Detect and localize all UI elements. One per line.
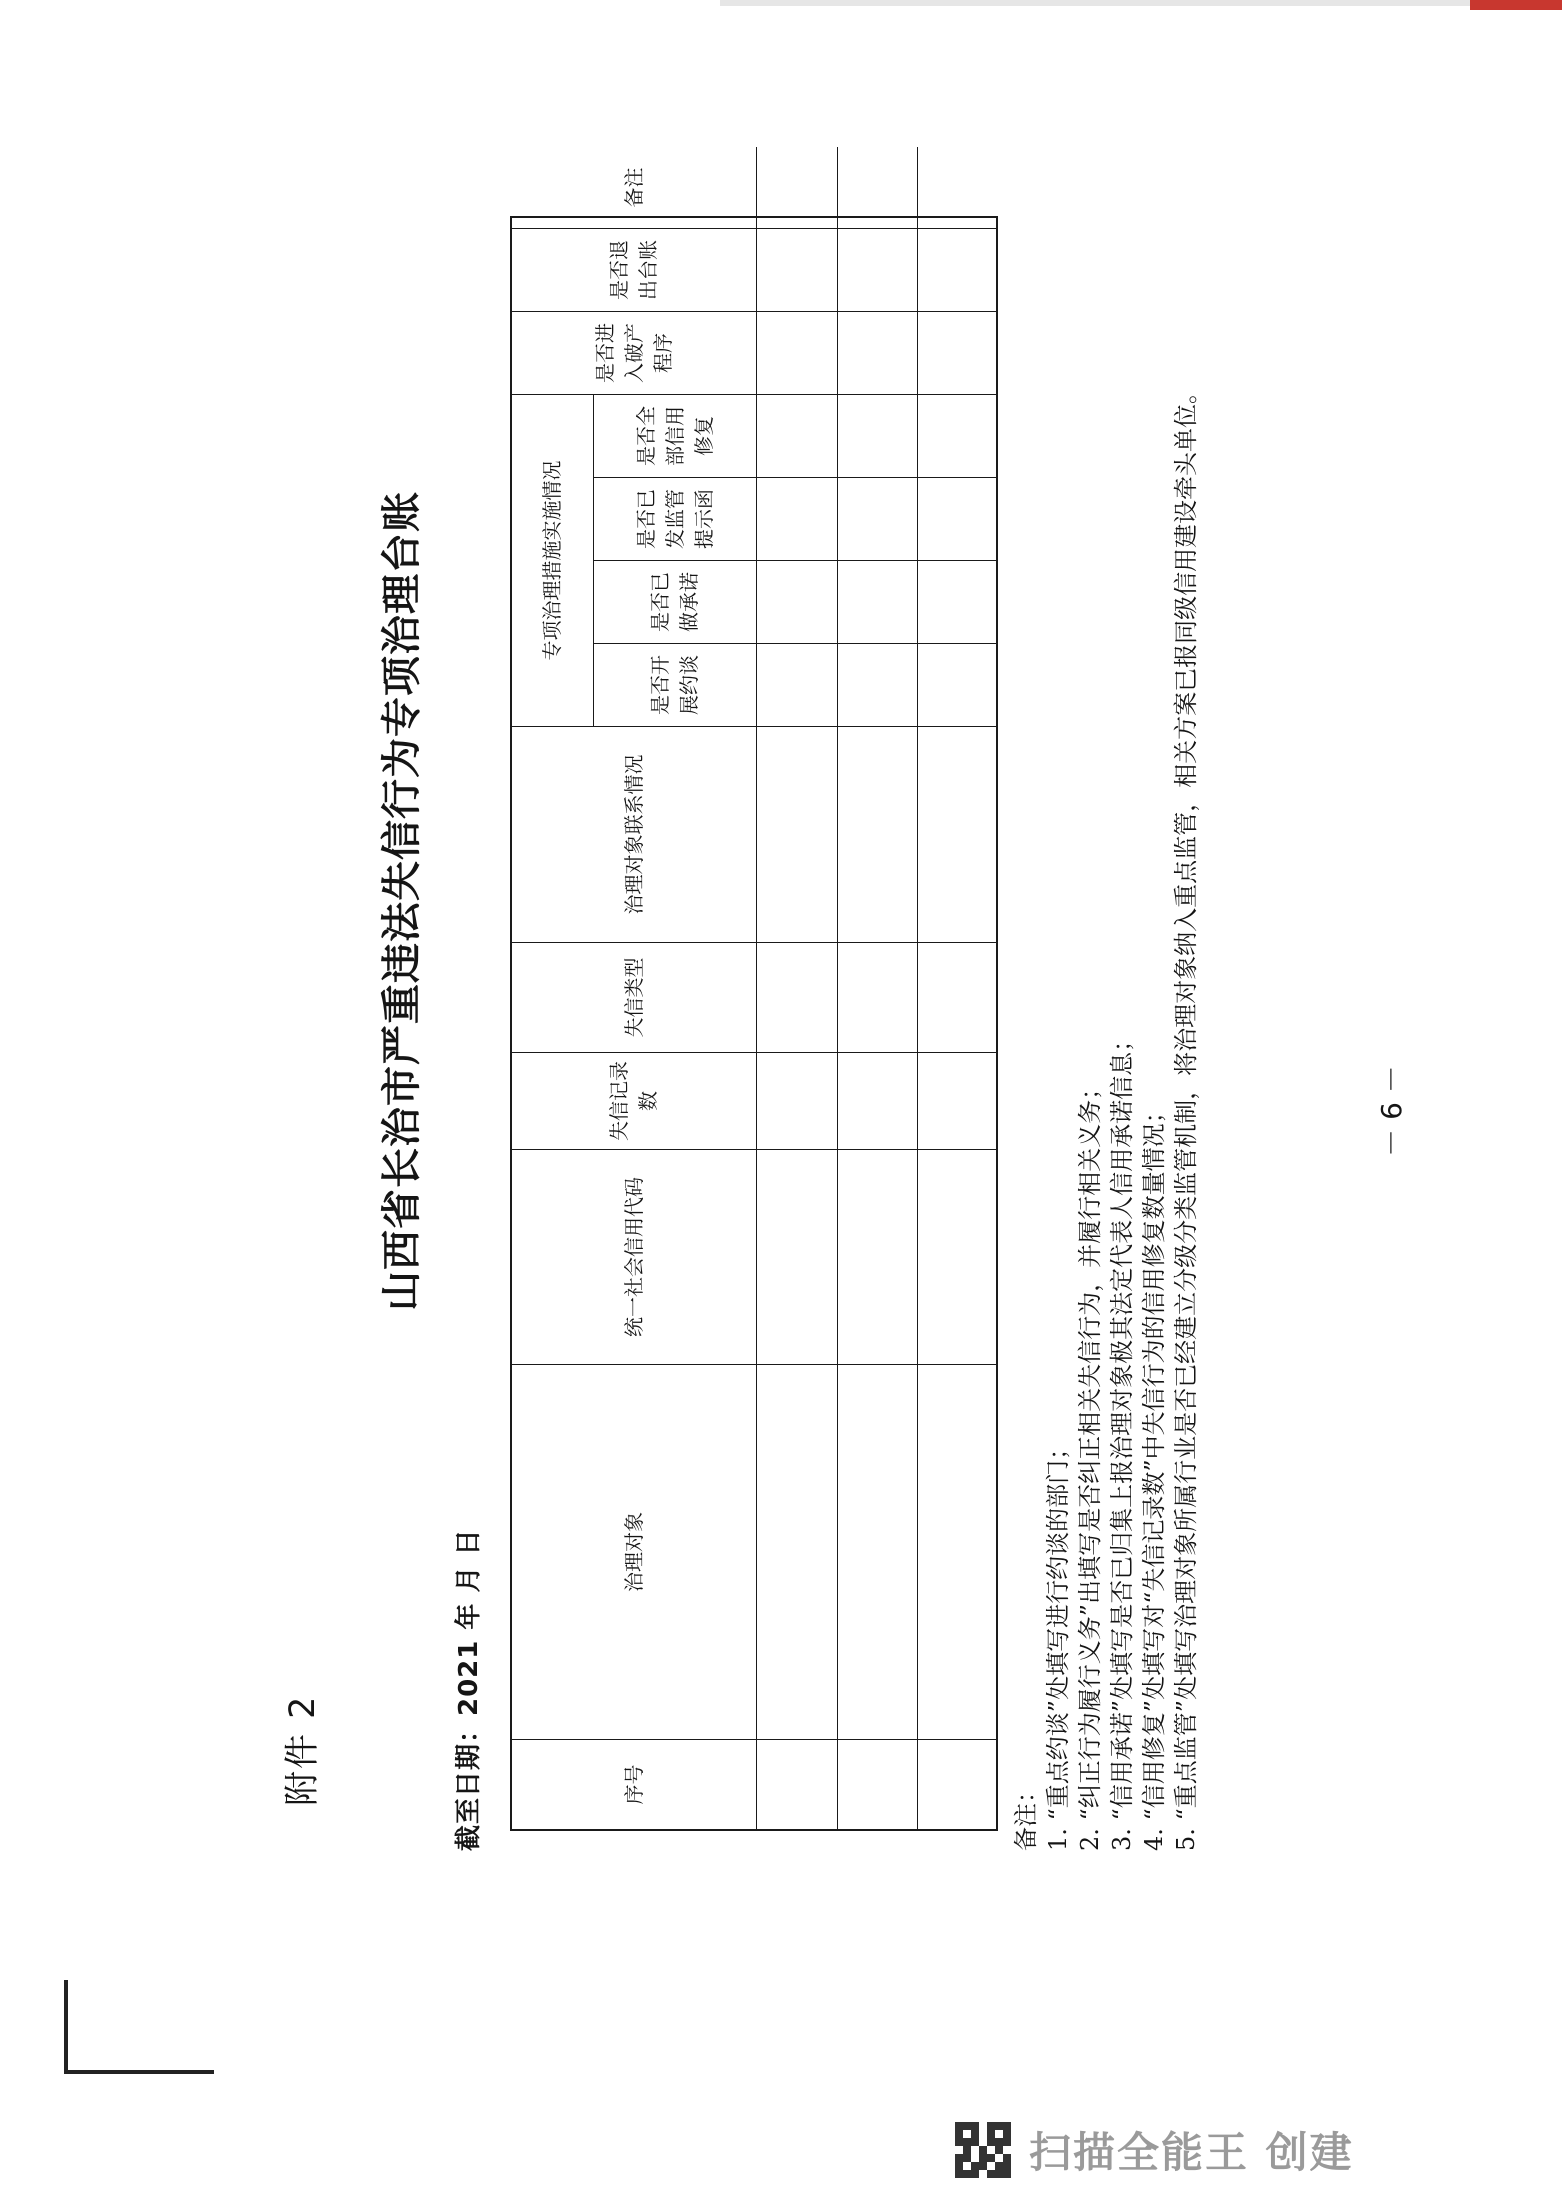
row-3-type[interactable] [918,942,996,1052]
row-2-type[interactable] [838,942,918,1052]
header-commitment: 是否已做承诺 [594,560,757,643]
header-remarks: 备注 [512,147,757,228]
row-3-record-count[interactable] [918,1052,996,1149]
document-title: 山西省长治市严重违法失信行为专项治理台账 [379,491,425,1311]
row-2-bankruptcy[interactable] [838,311,918,394]
row-2-target[interactable] [838,1364,918,1739]
scanner-brand-text: 扫描全能王 创建 [1029,2128,1354,2177]
row-2-interview[interactable] [838,643,918,726]
row-3-remarks[interactable] [918,147,996,228]
header-seq: 序号 [512,1739,757,1829]
attachment-label: 附件 2 [283,1694,323,1806]
row-1-repair[interactable] [757,394,838,477]
row-3-commitment[interactable] [918,560,996,643]
row-3-target[interactable] [918,1364,996,1739]
row-3-contact[interactable] [918,726,996,942]
row-1-target[interactable] [757,1364,838,1739]
row-3-letter[interactable] [918,477,996,560]
header-contact: 治理对象联系情况 [512,726,757,942]
header-exit: 是否退出台账 [512,228,757,311]
notes-heading: 备注： [1012,1779,1040,1851]
row-1-type[interactable] [757,942,838,1052]
deadline-date: 截至日期：2021 年 月 日 [454,1528,484,1851]
row-3-interview[interactable] [918,643,996,726]
header-repair: 是否全部信用修复 [594,394,757,477]
qr-code-icon [955,2122,1011,2178]
header-interview: 是否开展约谈 [594,643,757,726]
header-credit-code: 统一社会信用代码 [512,1149,757,1364]
row-2-remarks[interactable] [838,147,918,228]
note-item: 4. “信用修复”处填写对“失信记录数”中失信行为的信用修复数量情况； [1140,1099,1168,1851]
row-2-commitment[interactable] [838,560,918,643]
row-2-credit-code[interactable] [838,1149,918,1364]
page-number: － 6 － [1375,1065,1408,1157]
row-1-remarks[interactable] [757,147,838,228]
row-2-exit[interactable] [838,228,918,311]
row-2-letter[interactable] [838,477,918,560]
header-type: 失信类型 [512,942,757,1052]
row-1-letter[interactable] [757,477,838,560]
row-1-commitment[interactable] [757,560,838,643]
row-3-repair[interactable] [918,394,996,477]
row-3-bankruptcy[interactable] [918,311,996,394]
header-measures-group: 专项治理措施实施情况 [512,394,594,726]
row-1-exit[interactable] [757,228,838,311]
scanner-watermark [955,2120,1354,2180]
header-record-count: 失信记录数 [512,1052,757,1149]
notes-section [1010,151,1202,1851]
header-bankruptcy: 是否进入破产程序 [512,311,757,394]
note-item: 5. “重点监管”处填写治理对象所属行业是否已经建立分级分类监管机制，将治理对象纳入重点监管，相关方案已报同级信用建设牵头单位。 [1172,379,1200,1851]
header-letter: 是否已发监管提示函 [594,477,757,560]
row-1-interview[interactable] [757,643,838,726]
row-3-exit[interactable] [918,228,996,311]
note-item: 2. “纠正行为履行义务”出填写是否纠正相关失信行为，并履行相关义务； [1076,1075,1104,1851]
row-2-contact[interactable] [838,726,918,942]
note-item: 3. “信用承诺”处填写是否已归集上报治理对象极其法定代表人信用承诺信息； [1108,1027,1136,1851]
row-2-record-count[interactable] [838,1052,918,1149]
ledger-table [510,167,998,1831]
row-1-record-count[interactable] [757,1052,838,1149]
row-1-contact[interactable] [757,726,838,942]
row-3-credit-code[interactable] [918,1149,996,1364]
header-target: 治理对象 [512,1364,757,1739]
note-item: 1. “重点约谈”处填写进行约谈的部门； [1044,1435,1072,1851]
row-2-seq[interactable] [838,1739,918,1829]
row-1-credit-code[interactable] [757,1149,838,1364]
row-3-seq[interactable] [918,1739,996,1829]
row-1-bankruptcy[interactable] [757,311,838,394]
row-2-repair[interactable] [838,394,918,477]
row-1-seq[interactable] [757,1739,838,1829]
